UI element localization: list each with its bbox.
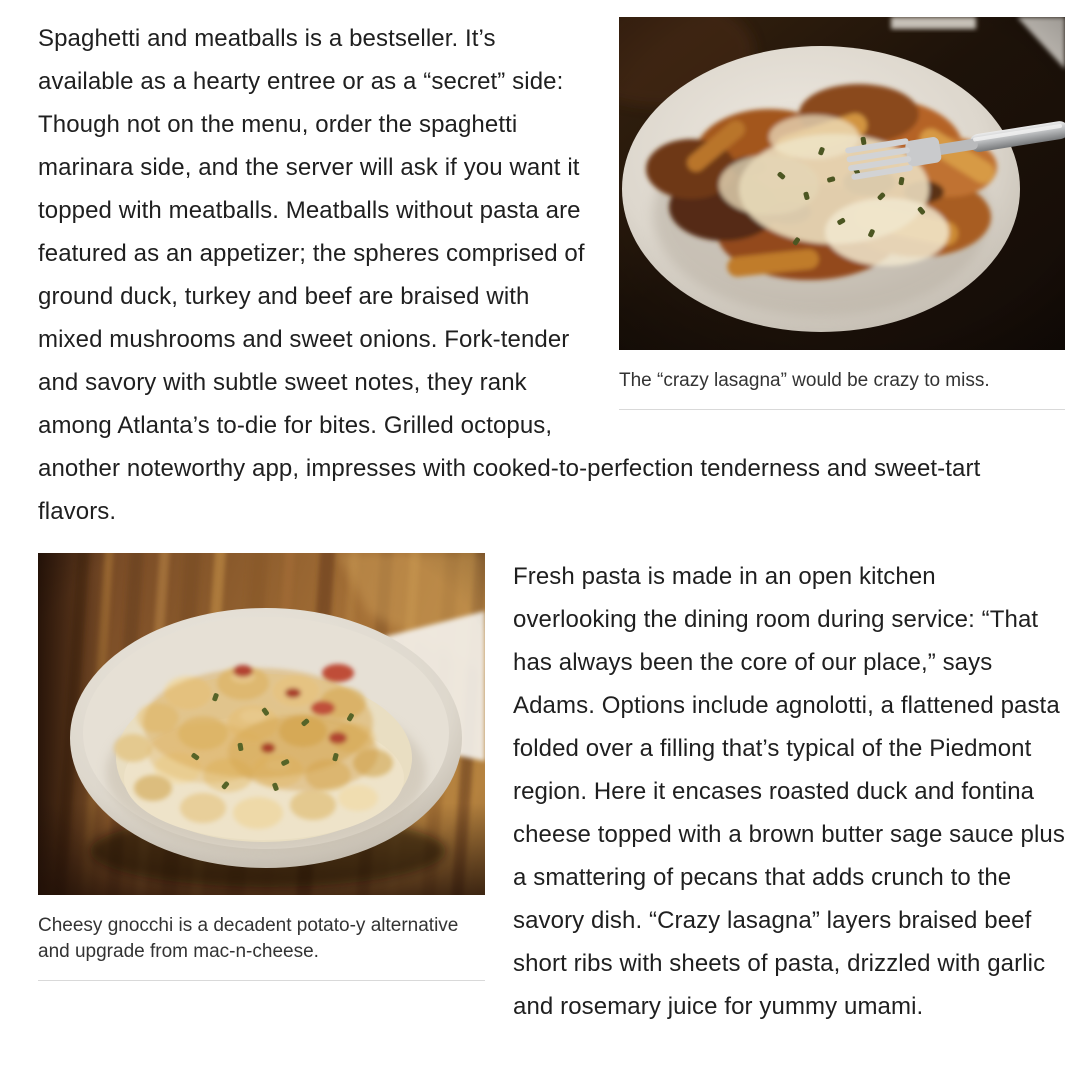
lasagna-photo bbox=[619, 17, 1065, 350]
gnocchi-photo bbox=[38, 553, 485, 895]
paragraph-meatballs: Spaghetti and meatballs is a bestseller. It’s available as a hearty entree or as a “secret” side: Though not on the menu, order the spaghetti marinara side, and the server will ask if you want it topped with meatballs. Meatballs without pasta are featured as an appetizer; the spheres comprised of ground duck, turkey and beef are braised with mixed mushrooms and sweet onions. Fork-tender and savory with subtle sweet notes, they rank among Atlanta’s to-die for bites. Grilled octopus, another noteworthy app, impresses with cooked-to-perfection tenderness and sweet-tart flavors. bbox=[38, 25, 981, 525]
lasagna-photo-illustration bbox=[619, 17, 1065, 350]
gnocchi-caption-divider bbox=[38, 980, 485, 981]
lasagna-caption-divider bbox=[619, 409, 1065, 410]
gnocchi-caption: Cheesy gnocchi is a decadent potato-y alternative and upgrade from mac-n-cheese. bbox=[38, 915, 459, 962]
lasagna-caption: The “crazy lasagna” would be crazy to miss. bbox=[619, 370, 990, 391]
paragraph-fresh-pasta: Fresh pasta is made in an open kitchen overlooking the dining room during service: “That has always been the core of our place,” says Adams. Options include agnolotti, a flattened pasta folded over a filling that’s typical of the Piedmont region. Here it encases roasted duck and fontina cheese topped with a brown butter sage sauce plus a smattering of pecans that adds crunch to the savory dish. “Crazy lasagna” layers braised beef short ribs with sheets of pasta, drizzled with garlic and rosemary juice for yummy umami. bbox=[513, 563, 1065, 1020]
gnocchi-photo-illustration bbox=[38, 553, 485, 895]
gnocchi-figure bbox=[38, 553, 485, 981]
lasagna-figure bbox=[619, 17, 1065, 410]
